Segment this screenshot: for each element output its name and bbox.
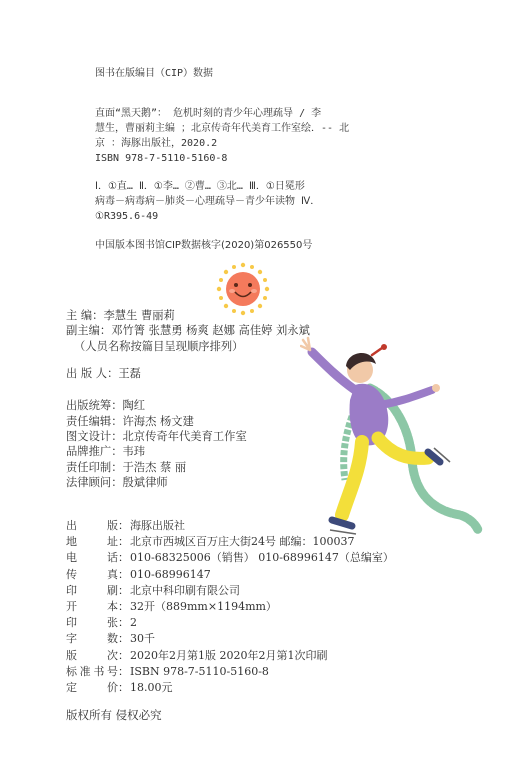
chief-editors: 主 编：李慧生 曹丽莉 <box>66 309 175 322</box>
publication-row <box>66 599 394 615</box>
cip-entry-line: 京 ：海豚出版社，2020.2 <box>95 138 218 149</box>
publication-value: 010-68325006（销售） 010-68996147（总编室） <box>130 551 394 565</box>
publication-colon: ： <box>118 632 129 646</box>
cip-class-line: Ⅰ．①直… Ⅱ．①李… ②曹… ③北… Ⅲ．①日冕形 <box>95 181 305 192</box>
publication-colon: ： <box>118 664 129 678</box>
publication-colon: ： <box>118 648 129 662</box>
credits-block <box>66 308 310 491</box>
publication-label: 版 次 <box>66 648 118 662</box>
publication-colon: ： <box>118 599 129 613</box>
staff-row: 责任印制：于浩杰 蔡 丽 <box>66 460 187 474</box>
publication-label: 标 准 书 号 <box>66 664 118 678</box>
publication-value: 30千 <box>130 632 155 646</box>
publication-label: 开 本 <box>66 599 118 613</box>
publication-value: 2020年2月第1版 2020年2月第1次印刷 <box>130 648 328 662</box>
publication-info <box>66 518 394 696</box>
cip-classification <box>95 179 360 224</box>
publication-row <box>66 583 394 599</box>
cip-entry-line: 慧生，曹丽莉主编 ；北京传奇年代美育工作室绘．-- 北 <box>95 123 350 134</box>
staff-row: 责任编辑：许海杰 杨文建 <box>66 414 194 428</box>
publication-value: 2 <box>130 616 137 630</box>
publication-row <box>66 631 394 647</box>
cip-class-line: 病毒－病毒病－肺炎－心理疏导－青少年读物 Ⅳ． <box>95 196 321 207</box>
publication-value: 18.00元 <box>130 680 173 694</box>
staff-row: 法律顾问：殷斌律师 <box>66 476 168 490</box>
cip-number: 中国版本图书馆CIP数据核字(2020)第026550号 <box>95 240 313 251</box>
publication-label: 印 张 <box>66 616 118 630</box>
publication-row <box>66 550 394 566</box>
staff-row: 出版统筹：陶红 <box>66 399 146 413</box>
publication-row <box>66 615 394 631</box>
publication-row <box>66 518 394 534</box>
publication-colon: ： <box>118 583 129 597</box>
dancing-kid-illustration <box>300 330 485 545</box>
publication-colon: ： <box>118 616 129 630</box>
publication-colon: ： <box>118 535 129 549</box>
publication-label: 出 版 <box>66 519 118 532</box>
cip-class-line: ①R395.6-49 <box>95 211 159 222</box>
publication-label: 电 话 <box>66 551 118 565</box>
cip-entry-line: 直面“黑天鹅”： 危机时刻的青少年心理疏导 / 李 <box>95 108 322 119</box>
publication-value: 海豚出版社 <box>130 519 185 532</box>
publication-label: 地 址 <box>66 535 118 549</box>
publication-value: 32开（889mm×1194mm） <box>130 599 277 613</box>
publication-row <box>66 534 394 550</box>
publication-row <box>66 567 394 583</box>
publication-value: 010-68996147 <box>130 567 211 581</box>
staff-row: 品牌推广：韦玮 <box>66 445 146 459</box>
associate-editors: 副主编：邓竹箐 张慧勇 杨爽 赵娜 高佳婷 刘永斌 <box>66 324 310 338</box>
publication-colon: ： <box>118 519 129 532</box>
staff-row: 图文设计：北京传奇年代美育工作室 <box>66 429 247 443</box>
publication-row <box>66 680 394 696</box>
publication-label: 传 真 <box>66 567 118 581</box>
publication-value: 北京中科印刷有限公司 <box>130 583 240 597</box>
cip-entry <box>95 106 360 166</box>
cip-title: 图书在版编目（CIP）数据 <box>95 68 214 79</box>
copyright-notice: 版权所有 侵权必究 <box>66 708 162 722</box>
publication-row <box>66 664 394 680</box>
cip-entry-line: ISBN 978-7-5110-5160-8 <box>95 153 228 164</box>
publication-colon: ： <box>118 551 129 565</box>
publication-label: 印 刷 <box>66 583 118 597</box>
editors-note: （人员名称按篇目呈现顺序排列） <box>74 339 244 353</box>
publication-label: 字 数 <box>66 632 118 646</box>
publication-colon: ： <box>118 680 129 694</box>
publisher-person: 出 版 人：王磊 <box>66 367 141 381</box>
publication-colon: ： <box>118 567 129 581</box>
publication-row <box>66 648 394 664</box>
publication-value: ISBN 978-7-5110-5160-8 <box>130 664 269 678</box>
publication-value: 北京市西城区百万庄大街24号 邮编：100037 <box>130 535 355 549</box>
publication-label: 定 价 <box>66 680 118 694</box>
